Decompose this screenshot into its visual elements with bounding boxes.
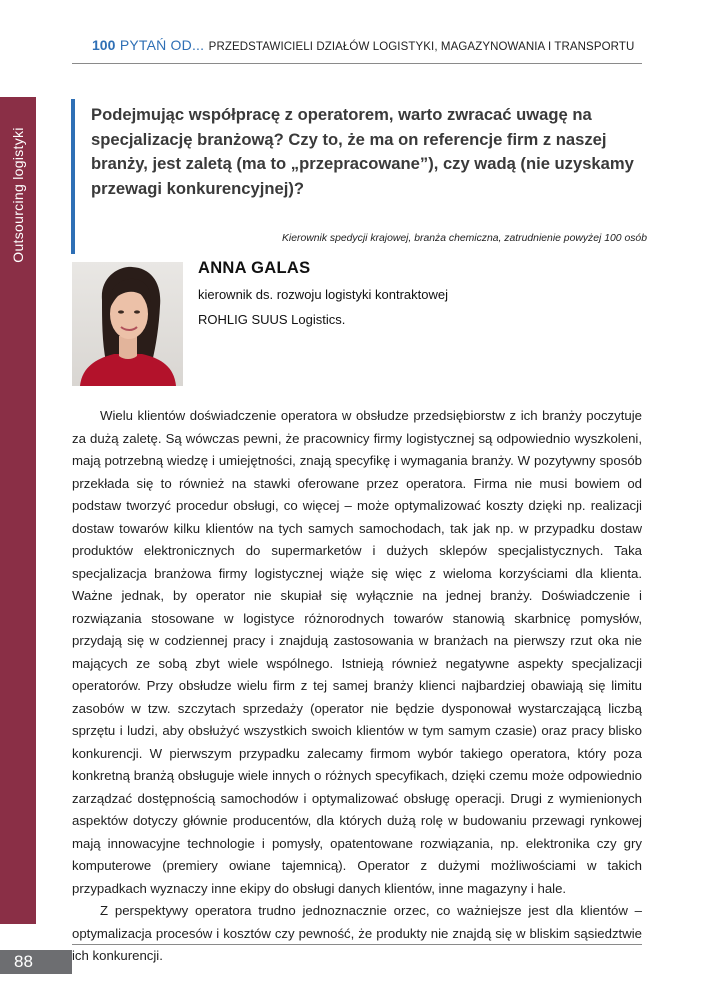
article-body [72, 405, 642, 968]
header-title-rest: PRZEDSTAWICIELI DZIAŁÓW LOGISTYKI, MAGAZYNOWANIA I TRANSPORTU [208, 41, 635, 53]
footer-divider [72, 944, 642, 945]
person-role: kierownik ds. rozwoju logistyki kontraktowej [198, 287, 448, 302]
question-accent-bar [71, 99, 75, 254]
running-header [92, 37, 652, 63]
sidebar-label [4, 105, 32, 285]
header-title-lead: PYTAŃ OD... [119, 37, 205, 53]
person-company: ROHLIG SUUS Logistics. [198, 312, 346, 327]
portrait-image [72, 262, 183, 386]
person-name: ANNA GALAS [198, 259, 311, 277]
page-number: 88 [0, 950, 72, 974]
body-paragraph: Z perspektywy operatora trudno jednoznacznie orzec, co ważniejsze jest dla klientów – optymalizacja procesów i kosztów czy pewność, że produkty nie znajdą się w bliskim sąsiedztwie ich konkurencji. [72, 903, 642, 963]
header-number: 100 [92, 37, 116, 53]
sidebar-label-text: Outsourcing logistyki [10, 127, 26, 263]
person-photo [72, 262, 183, 386]
body-paragraph: Wielu klientów doświadczenie operatora w obsłudze przedsiębiorstw z ich branży poczytuje za dużą zaletę. Są wówczas pewni, że pracownicy firmy logistycznej są odpowiednio wyszkoleni, mają potrzebną wiedzę i umiejętności, znają specyfikę i wymagania branży. W pozytywny sposób przekłada się to również na stawki oferowane przez operatora. Firma nie musi bowiem od podstaw tworzyć procedur obsługi, co więcej – może optymalizować koszty dzięki np. realizacji dostaw towarów kilku klientów na tych samych samochodach, tak jak np. w przypadku dostaw produktów elektronicznych do supermarketów i dużych sklepów specjalistycznych. Taka specjalizacja branżowa firmy logistycznej wiąże się więc z wieloma korzyściami dla klienta. Ważne jednak, by operator nie skupiał się wyłącznie na jednej branży. Doświadczenie i rozwiązania stosowane w logistyce różnorodnych towarów stanowią skarbnicę pomysłów, przydają się w codziennej pracy i znajdują zastosowania w branżach na pierwszy rzut oka nie mających ze sobą zbyt wiele wspólnego. Istnieją również negatywne aspekty specjalizacji operatorów. Przy obsłudze wielu firm z tej samej branży klienci najbardziej obawiają się limitu zasobów w tzw. szczytach sprzedaży (operator nie będzie dysponował wystarczającą liczbą sprzętu i ludzi, aby obsłużyć wszystkich swoich klientów w tym samym czasie) oraz pracy blisko konkurencji. W pierwszym przypadku zalecamy firmom wybór takiego operatora, który poza konkretną branżą obsługuje wiele innych o różnych specyfikach, dzięki czemu może odpowiednio zarządzać dostępnością samochodów i optymalizować obsługę operacji. Drugi z wymienionych aspektów dotyczy głównie producentów, dla których dużą rolę w budowaniu przewagi rynkowej mają innowacyjne technologie i pomysły, opatentowane rozwiązania, np. elektronika czy gry komputerowe (premiery owiane tajemnicą). Operator z dużymi możliwościami w takich przypadkach wyznaczy inne ekipy do obsługi danych klientów, inne magazyny i hale. [72, 408, 642, 896]
question-author: Kierownik spedycji krajowej, branża chemiczna, zatrudnienie powyżej 100 osób [281, 233, 647, 244]
question-text: Podejmując współpracę z operatorem, warto zwracać uwagę na specjalizację branżową? Czy to, że ma on referencje firm z naszej branży, jest zaletą (ma to „przepracowane”), czy wadą (nie uzyskamy przewagi konkurencyjnej)? [91, 105, 634, 198]
header-divider [72, 63, 642, 64]
